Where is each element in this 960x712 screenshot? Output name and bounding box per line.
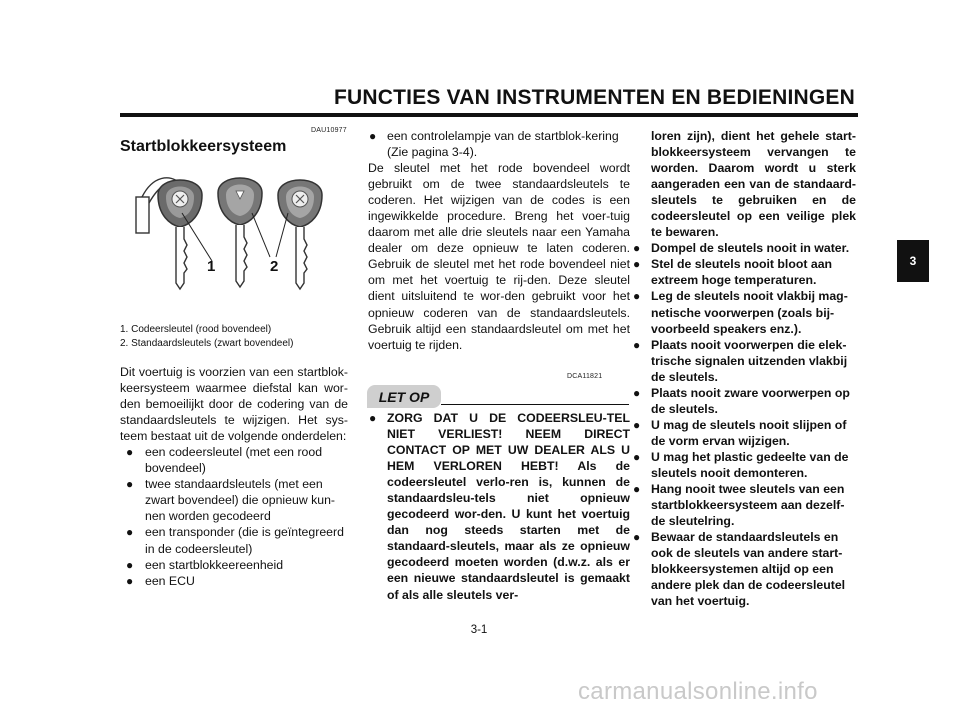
caution-item: ● U mag het plastic gedeelte van de sleutels nooit demonteren. — [630, 449, 856, 481]
caution-item: ● Bewaar de standaardsleutels en ook de sleutels van andere start-blokkeersystemen altijd op een andere plek dan de codeersleutel van het voertuig. — [630, 529, 856, 609]
callout-line-1 — [182, 213, 212, 261]
section-code: DAU10977 — [311, 127, 347, 134]
standard-key-2 — [278, 180, 322, 289]
caution-list-continued — [630, 240, 856, 609]
callout-1: 1 — [207, 258, 216, 275]
callout-line-3 — [276, 213, 288, 257]
column-1 — [120, 364, 348, 589]
caution-item: ● ZORG DAT U DE CODEERSLEU-TEL NIET VERLIEST! NEEM DIRECT CONTACT OP MET UW DEALER ALS U HEM VERLOREN HEBT! Als de codeersleutel verlo-ren is, kunnen de standaardsleu-tels niet opnieuw gecodeerd wor-den. U kunt het voertuig dan nog steeds starten met de standaard-sleutels, maar als ze opnieuw gecodeerd moeten worden (d.w.z. als er een nieuwe standaardsleutel is gemaakt of als alle sleutels ver- — [368, 410, 630, 603]
list-item: ● twee standaardsleutels (met een zwart bovendeel) die opnieuw kun-nen worden gecodeerd — [120, 476, 348, 524]
list-item: ● een startblokkeereenheid — [120, 557, 348, 573]
callout-2: 2 — [270, 258, 279, 275]
chapter-title: FUNCTIES VAN INSTRUMENTEN EN BEDIENINGEN — [334, 86, 855, 109]
keys-illustration — [130, 165, 340, 313]
list-item: ● een transponder (die is geïntegreerd in de codeersleutel) — [120, 524, 348, 556]
callout-line-2 — [252, 213, 270, 257]
figure-captions — [120, 323, 293, 350]
caution-item: ● Plaats nooit zware voorwerpen op de sleutels. — [630, 385, 856, 417]
caution-divider — [441, 404, 629, 405]
caution-item: ● Dompel de sleutels nooit in water. — [630, 240, 856, 256]
watermark: carmanualsonline.info — [578, 678, 818, 705]
key-tag — [136, 197, 149, 233]
parts-list-continued — [368, 128, 630, 160]
body-paragraph: De sleutel met het rode bovendeel wordt gebruikt om de twee standaardsleutels te coderen. Het wijzigen van de codes is een ingewikkelde procedure. Breng het voer-tuig daarom met alle drie sleutels naar een Yamaha dealer om deze opnieuw te laten coderen. Gebruik de sleutel met het rode bovendeel niet om met het voertuig te rij-den. Deze sleutel dient uitsluitend te wor-den gebruikt voor het opnieuw coderen van de standaardsleutels. Gebruik altijd een standaardsleutel om met het voertuig te rijden. — [368, 161, 630, 352]
figure-caption: 1. Codeersleutel (rood bovendeel) — [120, 324, 272, 335]
caution-continuation: loren zijn), dient het gehele start-blokkeersysteem vervangen te worden. Daarom wordt u sterk aangeraden een van de standaard-sleutels te gebruiken en de codeersleutel op een veilige plek te bewaren. — [651, 129, 856, 240]
header-divider — [120, 113, 858, 117]
list-item: ● een codeersleutel (met een rood bovendeel) — [120, 444, 348, 476]
caution-first-item-column — [368, 410, 630, 603]
caution-item: ● Plaats nooit voorwerpen die elek-trische signalen uitzenden vlakbij de sleutels. — [630, 337, 856, 385]
list-item: ● een ECU — [120, 573, 348, 589]
intro-paragraph: Dit voertuig is voorzien van een startblok-keersysteem waarmee diefstal kan wor-den bemoeilijkt door de codering van de standaardsleutels te wijzigen. Het sys-teem bestaat uit de volgende onderdelen: — [120, 365, 348, 444]
caution-badge: LET OP — [367, 385, 441, 408]
caution-item: ● Hang nooit twee sleutels van een startblokkeersysteem aan dezelf-de sleutelring. — [630, 481, 856, 529]
caution-item: ● Stel de sleutels nooit bloot aan extreem hoge temperaturen. — [630, 256, 856, 288]
standard-key-1 — [218, 178, 262, 287]
caution-item: ● Leg de sleutels nooit vlakbij mag-netische voorwerpen (zoals bij-voorbeeld speakers enz.). — [630, 288, 856, 336]
caution-list — [368, 410, 630, 603]
column-3 — [630, 128, 856, 609]
list-item: ● een controlelampje van de startblok-kering (Zie pagina 3-4). — [368, 128, 630, 160]
parts-list — [120, 444, 348, 588]
chapter-tab: 3 — [897, 240, 929, 282]
page-number: 3-1 — [470, 624, 488, 636]
figure-caption: 2. Standaardsleutels (zwart bovendeel) — [120, 337, 294, 349]
column-2 — [368, 128, 630, 353]
caution-code: DCA11821 — [567, 373, 603, 380]
section-heading: Startblokkeersysteem — [120, 138, 287, 155]
caution-item: ● U mag de sleutels nooit slijpen of de vorm ervan wijzigen. — [630, 417, 856, 449]
